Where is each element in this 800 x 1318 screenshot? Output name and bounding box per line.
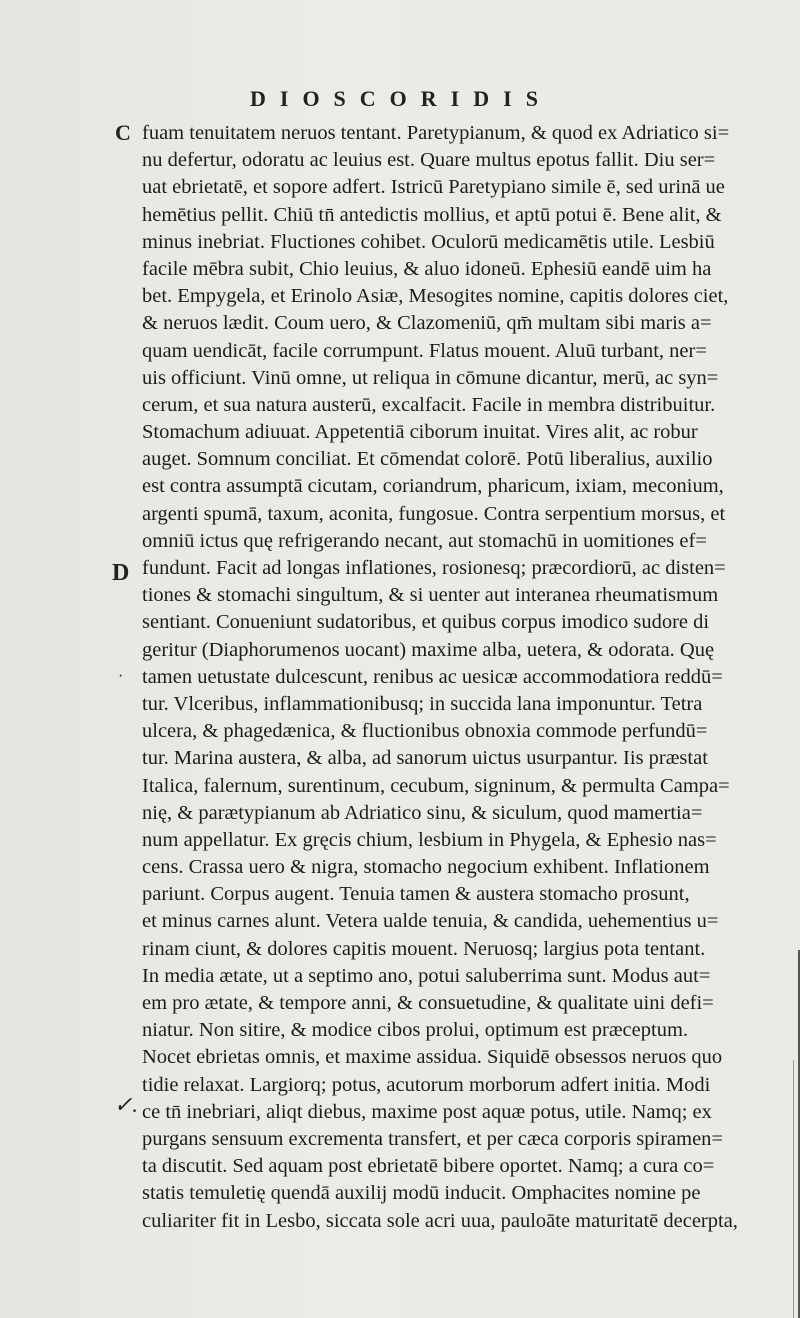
text-line: Nocet ebrietas omnis, et maxime assidua. Siquidē obsessos neruos quo (142, 1046, 723, 1069)
margin-mark: · (118, 668, 124, 685)
running-title: DIOSCORIDIS (250, 86, 552, 111)
page-edge-rule-faint (793, 1060, 794, 1318)
margin-letter-d: D (112, 560, 130, 586)
text-line: bet. Empygela, et Erinolo Asiæ, Mesogites nomine, capitis dolores ciet, (142, 285, 729, 308)
text-line: et minus carnes alunt. Vetera ualde tenuia, & candida, uehementius u= (142, 910, 719, 933)
text-line: fuam tenuitatem neruos tentant. Paretypianum, & quod ex Adriatico si= (142, 122, 730, 144)
text-line: ta discutit. Sed aquam post ebrietatē bibere oportet. Namq; a cura co= (142, 1155, 715, 1178)
text-line: em pro ætate, & tempore anni, & consuetudine, & qualitate uini defi= (142, 992, 714, 1014)
text-line: Italica, falernum, surentinum, cecubum, signinum, & permulta Campa= (142, 774, 730, 797)
text-line: argenti spumā, taxum, aconita, fungosue. Contra serpentium morsus, et (142, 502, 726, 525)
text-line: quam uendicāt, facile corrumpunt. Flatus mouent. Aluū turbant, ner= (142, 339, 707, 362)
text-line: tiones & stomachi singultum, & si uenter aut interanea rheumatismum (142, 584, 719, 607)
text-line: fundunt. Facit ad longas inflationes, rosionesq; præcordiorū, ac disten= (142, 557, 726, 579)
text-line: ce tn̄ inebriari, aliqt diebus, maxime post aquæ potus, utile. Namq; ex (142, 1100, 712, 1123)
text-line: nię, & parætypianum ab Adriatico sinu, & siculum, quod mamertia= (142, 801, 703, 824)
text-line: rinam ciunt, & dolores capitis mouent. Neruosq; largius pota tentant. (142, 937, 706, 960)
text-line: tur. Marina austera, & alba, ad sanorum uictus usurpantur. Iis præstat (142, 747, 708, 770)
text-line: tamen uetustate dulcescunt, renibus ac uesicæ accommodatiora reddū= (142, 665, 723, 688)
text-line: & neruos lædit. Coum uero, & Clazomeniū, qm̄ multam sibi maris a= (142, 312, 712, 335)
text-line: uis officiunt. Vinū omne, ut reliqua in cōmune dicantur, merū, ac syn= (142, 366, 719, 389)
text-line: nu defertur, odoratu ac leuius est. Quare multus epotus fallit. Diu ser= (142, 149, 716, 172)
text-line: num appellatur. Ex gręcis chium, lesbium in Phygela, & Ephesio nas= (142, 828, 717, 851)
handwritten-margin-mark: ✓. (114, 1092, 138, 1117)
text-line: cerum, et sua natura austerū, excalfacit. Facile in membra distribuitur. (142, 393, 716, 416)
margin-letter-c: C (115, 120, 131, 145)
text-line: culiariter fit in Lesbo, siccata sole acri uua, pauloāte maturitatē decerpta, (142, 1209, 738, 1232)
text-line: ulcera, & phagedænica, & fluctionibus obnoxia commode perfundū= (142, 720, 708, 743)
text-line: minus inebriat. Fluctiones cohibet. Oculorū medicamētis utile. Lesbiū (142, 230, 715, 253)
text-line: tur. Vlceribus, inflammationibusq; in succida lana imponuntur. Tetra (142, 692, 703, 715)
text-line: sentiant. Conueniunt sudatoribus, et quibus corpus imodico sudore di (142, 611, 710, 634)
text-line: geritur (Diaphorumenos uocant) maxime alba, uetera, & odorata. Quę (142, 638, 715, 661)
text-line: In media ætate, ut a septimo ano, potui saluberrima sunt. Modus aut= (142, 964, 711, 987)
text-line: pariunt. Corpus augent. Tenuia tamen & austera stomacho prosunt, (142, 883, 690, 906)
text-line: hemētius pellit. Chiū tn̄ antedictis mollius, et aptū potui ē. Bene alit, & (142, 203, 722, 226)
text-line: purgans sensuum excrementa transfert, et per cæca corporis spiramen= (142, 1127, 723, 1150)
text-line: omniū ictus quę refrigerando necant, aut stomachū in uomitiones ef= (142, 529, 707, 552)
text-line: tidie relaxat. Largiorq; potus, acutorum morborum adfert initia. Modi (142, 1073, 711, 1096)
body-text (142, 120, 792, 1235)
text-line: est contra assumptā cicutam, coriandrum, pharicum, ixiam, meconium, (142, 475, 724, 498)
text-line: Stomachum adiuuat. Appetentiā ciborum inuitat. Vires alit, ac robur (142, 421, 698, 444)
text-line: cens. Crassa uero & nigra, stomacho negocium exhibent. Inflationem (142, 856, 710, 879)
text-line: facile mēbra subit, Chio leuius, & aluo idoneū. Ephesiū eandē uim ha (142, 257, 712, 280)
text-line: auget. Somnum conciliat. Et cōmendat colorē. Potū liberalius, auxilio (142, 448, 713, 471)
text-line: niatur. Non sitire, & modice cibos prolui, optimum est præceptum. (142, 1019, 689, 1042)
text-line: statis temuletię quendā auxilij modū inducit. Omphacites nomine pe (142, 1182, 701, 1205)
text-line: uat ebrietatē, et sopore adfert. Istricū Paretypiano simile ē, sed urinā ue (142, 176, 725, 199)
